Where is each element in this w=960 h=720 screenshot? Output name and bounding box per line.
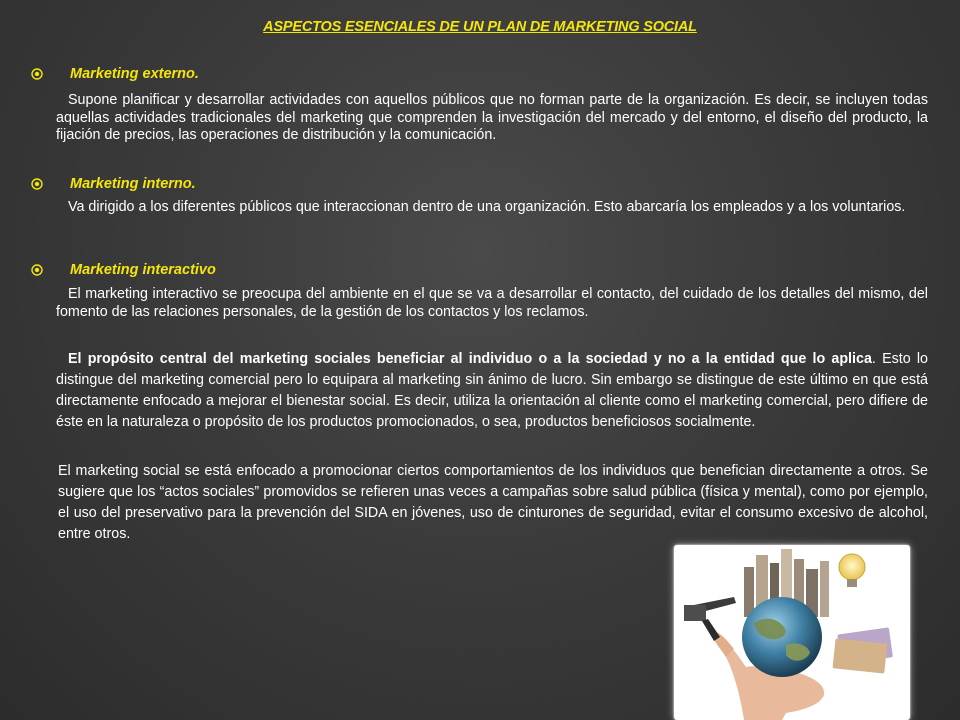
section-body-externo: [56, 92, 928, 145]
purpose-rest-text: . Esto lo distingue del marketing comercial pero lo equipara al marketing sin ánimo de lucro. Sin embargo se distingue de este último en que está directamente enfocado a mejorar el bienestar social. Es decir, utiliza la orientación al cliente como el marketing comercial, pero difiere de éste en la naturaleza o propósito de los productos promocionados, o sea, productos beneficiosos socialmente.: [56, 351, 928, 430]
section-body-interno: [56, 199, 928, 217]
section-heading-text: Marketing interactivo: [70, 262, 216, 278]
globe-hand-illustration: [674, 545, 910, 720]
purpose-paragraph: [56, 349, 928, 433]
target-bullet-icon: [30, 67, 44, 81]
section-heading-interactivo: [30, 262, 216, 278]
purpose-bold-text: El propósito central del marketing sociales beneficiar al individuo o a la sociedad y no a la entidad que lo aplica: [68, 351, 872, 367]
closing-text: El marketing social se está enfocado a promocionar ciertos comportamientos de los individuos que benefician directamente a otros. Se sugiere que los “actos sociales” promovidos se refieren unas veces a campañas sobre salud pública (física y mental), como por ejemplo, el uso del preservativo para la prevención del SIDA en jóvenes, uso de cinturones de seguridad, evitar el consumo excesivo de alcohol, entre otros.: [58, 463, 928, 542]
target-bullet-icon: [30, 263, 44, 277]
section-body-text: Va dirigido a los diferentes públicos que interaccionan dentro de una organización. Esto abarcaría los empleados y a los voluntarios.: [68, 199, 906, 215]
globe-hand-illustration-drawing: [674, 545, 910, 720]
closing-paragraph: [58, 461, 928, 545]
slide-title: ASPECTOS ESENCIALES DE UN PLAN DE MARKETING SOCIAL: [263, 19, 697, 35]
section-body-interactivo: [56, 286, 928, 321]
target-bullet-icon: [30, 177, 44, 191]
section-body-text: Supone planificar y desarrollar actividades con aquellos públicos que no forman parte de la organización. Es decir, se incluyen todas aquellas actividades tradicionales del marketing que comprenden la investigación del mercado y del entorno, el diseño del producto, la fijación de precios, las operaciones de distribución y la comunicación.: [56, 92, 928, 143]
section-heading-interno: [30, 176, 196, 192]
section-heading-text: Marketing interno.: [70, 176, 196, 192]
section-heading-text: Marketing externo.: [70, 66, 199, 82]
section-body-text: El marketing interactivo se preocupa del ambiente en el que se va a desarrollar el contacto, del cuidado de los detalles del mismo, del fomento de las relaciones personales, de la gestión de los contactos y los reclamos.: [56, 286, 928, 320]
section-heading-externo: [30, 66, 199, 82]
